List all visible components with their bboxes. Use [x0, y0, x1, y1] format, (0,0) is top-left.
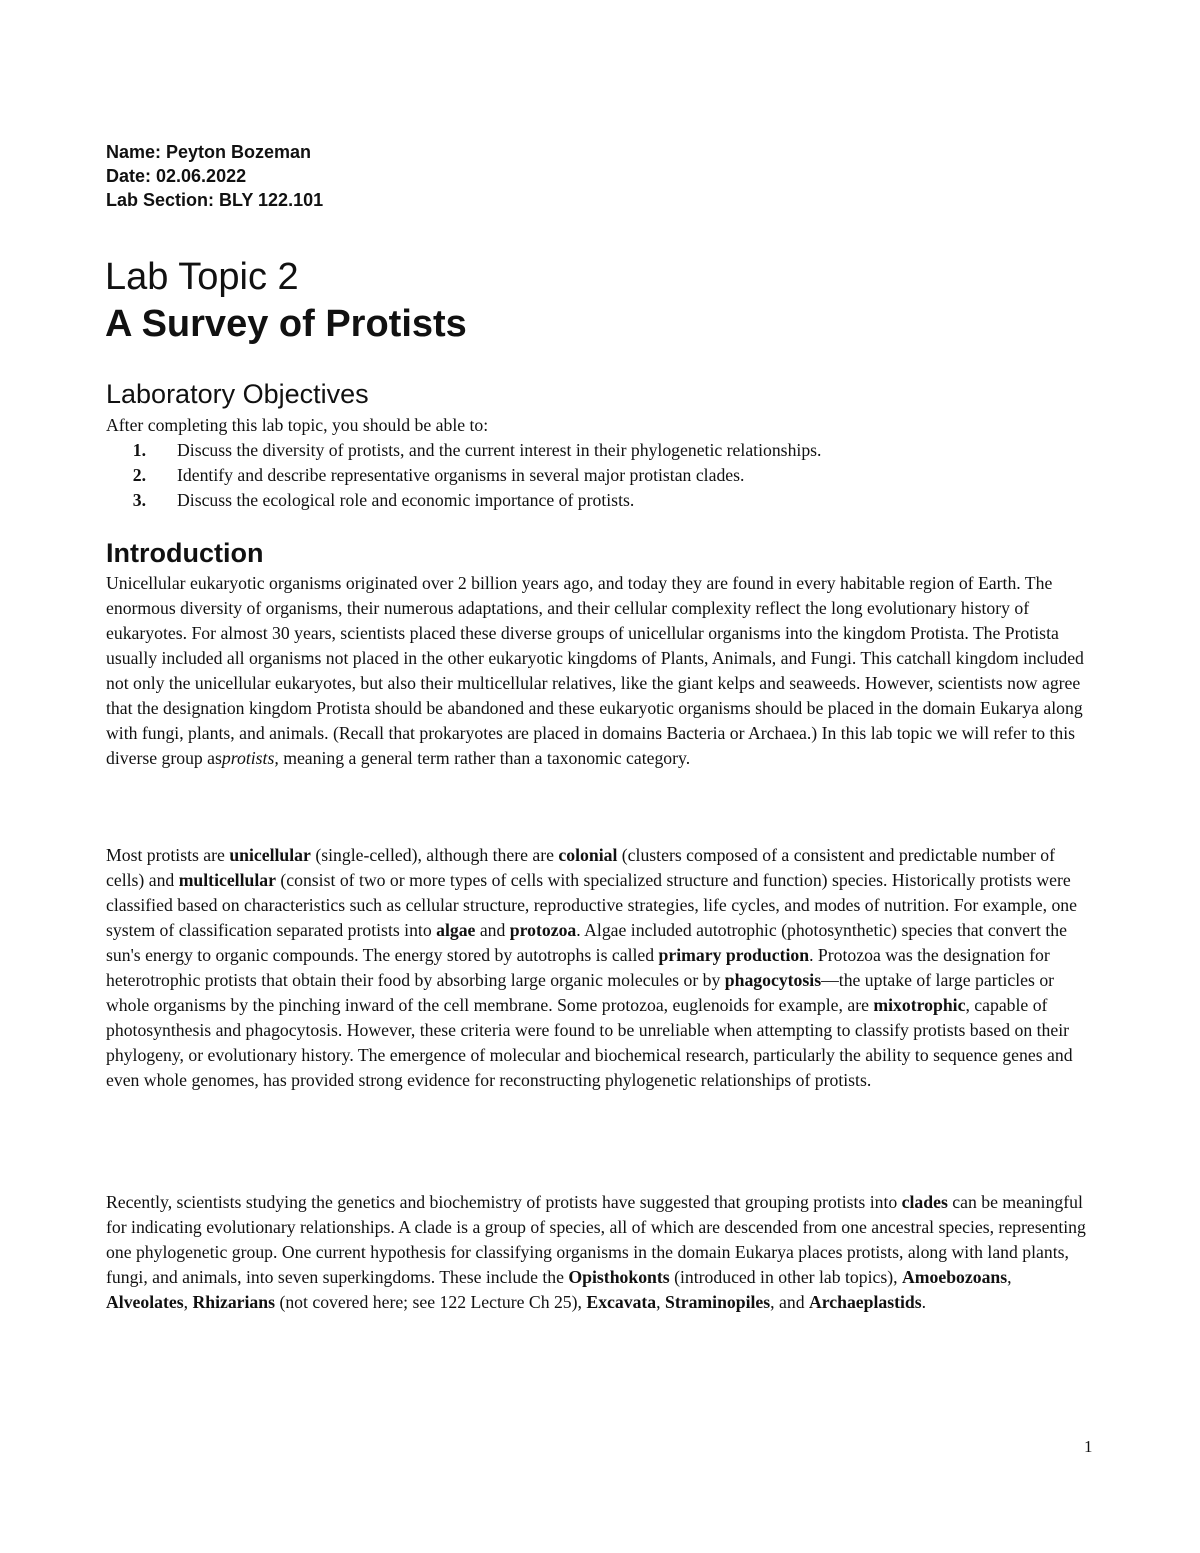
paragraph-text: can be meaningful for indicating evolutionary relationships. A clade is a group of species, all of which are descended from one ancestral species, representing one phylogenetic group. One current hypothesis for classifying organisms in the domain Eukarya places protists, along with land plants, fungi, and animals, into seven superkingdoms. These include the: [106, 1192, 1086, 1287]
key-term: Rhizarians: [192, 1292, 276, 1312]
lab-section: Lab Section: BLY 122.101: [106, 190, 324, 210]
introduction-heading: Introduction: [106, 538, 264, 568]
key-term: phagocytosis: [724, 970, 822, 990]
key-term: mixotrophic: [873, 995, 966, 1015]
introduction-paragraph-1: [106, 571, 1096, 771]
paragraph-text: ,: [656, 1292, 665, 1312]
key-term: primary production: [658, 945, 810, 965]
page-number: 1: [1084, 1437, 1093, 1456]
page-title: [105, 254, 467, 348]
paragraph-text: .: [921, 1292, 927, 1312]
key-term: clades: [901, 1192, 948, 1212]
objectives-list: [106, 438, 821, 513]
title-survey: A Survey of Protists: [105, 303, 467, 345]
paragraph-text: (not covered here; see 122 Lecture Ch 25),: [275, 1292, 587, 1312]
objectives-heading: Laboratory Objectives: [106, 379, 369, 409]
emphasis-term: protists,: [221, 748, 279, 768]
key-term: colonial: [558, 845, 618, 865]
list-item: [106, 488, 821, 513]
list-item: [106, 463, 821, 488]
paragraph-text: —the uptake of large particles or whole organisms by the pinching inward of the cell membrane. Some protozoa, euglenoids for example, are: [106, 970, 1055, 1015]
list-item-text: Discuss the diversity of protists, and the current interest in their phylogenetic relationships.: [177, 440, 822, 460]
key-term: Straminopiles: [665, 1292, 771, 1312]
paragraph-text: (introduced in other lab topics),: [669, 1267, 903, 1287]
paragraph-text: ,: [1007, 1267, 1012, 1287]
key-term: Excavata: [586, 1292, 657, 1312]
paragraph-text: (clusters composed of a consistent and predictable number of cells) and: [106, 845, 1056, 890]
paragraph-text: . Algae included autotrophic (photosynthetic) species that convert the sun's energy to organic compounds. The energy stored by autotrophs is called: [106, 920, 1067, 965]
key-term: unicellular: [229, 845, 311, 865]
key-term: Archaeplastids: [808, 1292, 922, 1312]
paragraph-text: , and: [770, 1292, 809, 1312]
paragraph-text: and: [475, 920, 510, 940]
key-term: algae: [436, 920, 476, 940]
paragraph-text: (consist of two or more types of cells with specialized structure and function) species. Historically protists were classified based on characteristics such as cellular structure, reproductive strategies, life cycles, and modes of nutrition. For example, one system of classification separated protists into: [106, 870, 1077, 940]
list-item-text: Identify and describe representative organisms in several major protistan clades.: [177, 465, 745, 485]
paragraph-text: meaning a general term rather than a taxonomic category.: [278, 748, 691, 768]
key-term: protozoa: [509, 920, 577, 940]
key-term: Alveolates: [106, 1292, 184, 1312]
list-item-number: 3.: [132, 490, 146, 510]
paragraph-text: , capable of photosynthesis and phagocytosis. However, these criteria were found to be unreliable when attempting to classify protists based on their phylogeny, or evolutionary history. The emergence of molecular and biochemical research, particularly the ability to sequence genes and even whole genomes, has provided strong evidence for reconstructing phylogenetic relationships of protists.: [106, 995, 1073, 1090]
paragraph-text: Most protists are: [106, 845, 230, 865]
objectives-intro: After completing this lab topic, you should be able to:: [106, 415, 489, 435]
key-term: Amoebozoans: [902, 1267, 1008, 1287]
key-term: multicellular: [178, 870, 276, 890]
submission-date: Date: 02.06.2022: [106, 166, 247, 186]
list-item-number: 2.: [132, 465, 146, 485]
list-item-number: 1.: [132, 440, 146, 460]
student-name: Name: Peyton Bozeman: [106, 142, 312, 162]
list-item: [106, 438, 821, 463]
introduction-paragraph-3: [106, 1190, 1096, 1315]
paragraph-text: ,: [183, 1292, 193, 1312]
paragraph-text: . Protozoa was the designation for heterotrophic protists that obtain their food by absorbing large organic molecules or by: [106, 945, 1050, 990]
paragraph-text: Recently, scientists studying the genetics and biochemistry of protists have suggested that grouping protists into: [106, 1192, 902, 1212]
title-lab-topic: Lab Topic 2: [105, 256, 299, 298]
paragraph-text: Unicellular eukaryotic organisms originated over 2 billion years ago, and today they are found in every habitable region of Earth. The enormous diversity of organisms, their numerous adaptations, and their cellular complexity reflect the long evolutionary history of eukaryotes. For almost 30 years, scientists placed these diverse groups of unicellular organisms into the kingdom Protista. The Protista usually included all organisms not placed in the other eukaryotic kingdoms of Plants, Animals, and Fungi. This catchall kingdom included not only the unicellular eukaryotes, but also their multicellular relatives, like the giant kelps and seaweeds. However, scientists now agree that the designation kingdom Protista should be abandoned and these eukaryotic organisms should be placed in the domain Eukarya along with fungi, plants, and animals. (Recall that prokaryotes are placed in domains Bacteria or Archaea.) In this lab topic we will refer to this diverse group as: [106, 573, 1084, 768]
student-info: [106, 140, 323, 212]
list-item-text: Discuss the ecological role and economic importance of protists.: [177, 490, 635, 510]
paragraph-text: (single-celled), although there are: [310, 845, 559, 865]
introduction-paragraph-2: [106, 843, 1096, 1093]
key-term: Opisthokonts: [568, 1267, 670, 1287]
